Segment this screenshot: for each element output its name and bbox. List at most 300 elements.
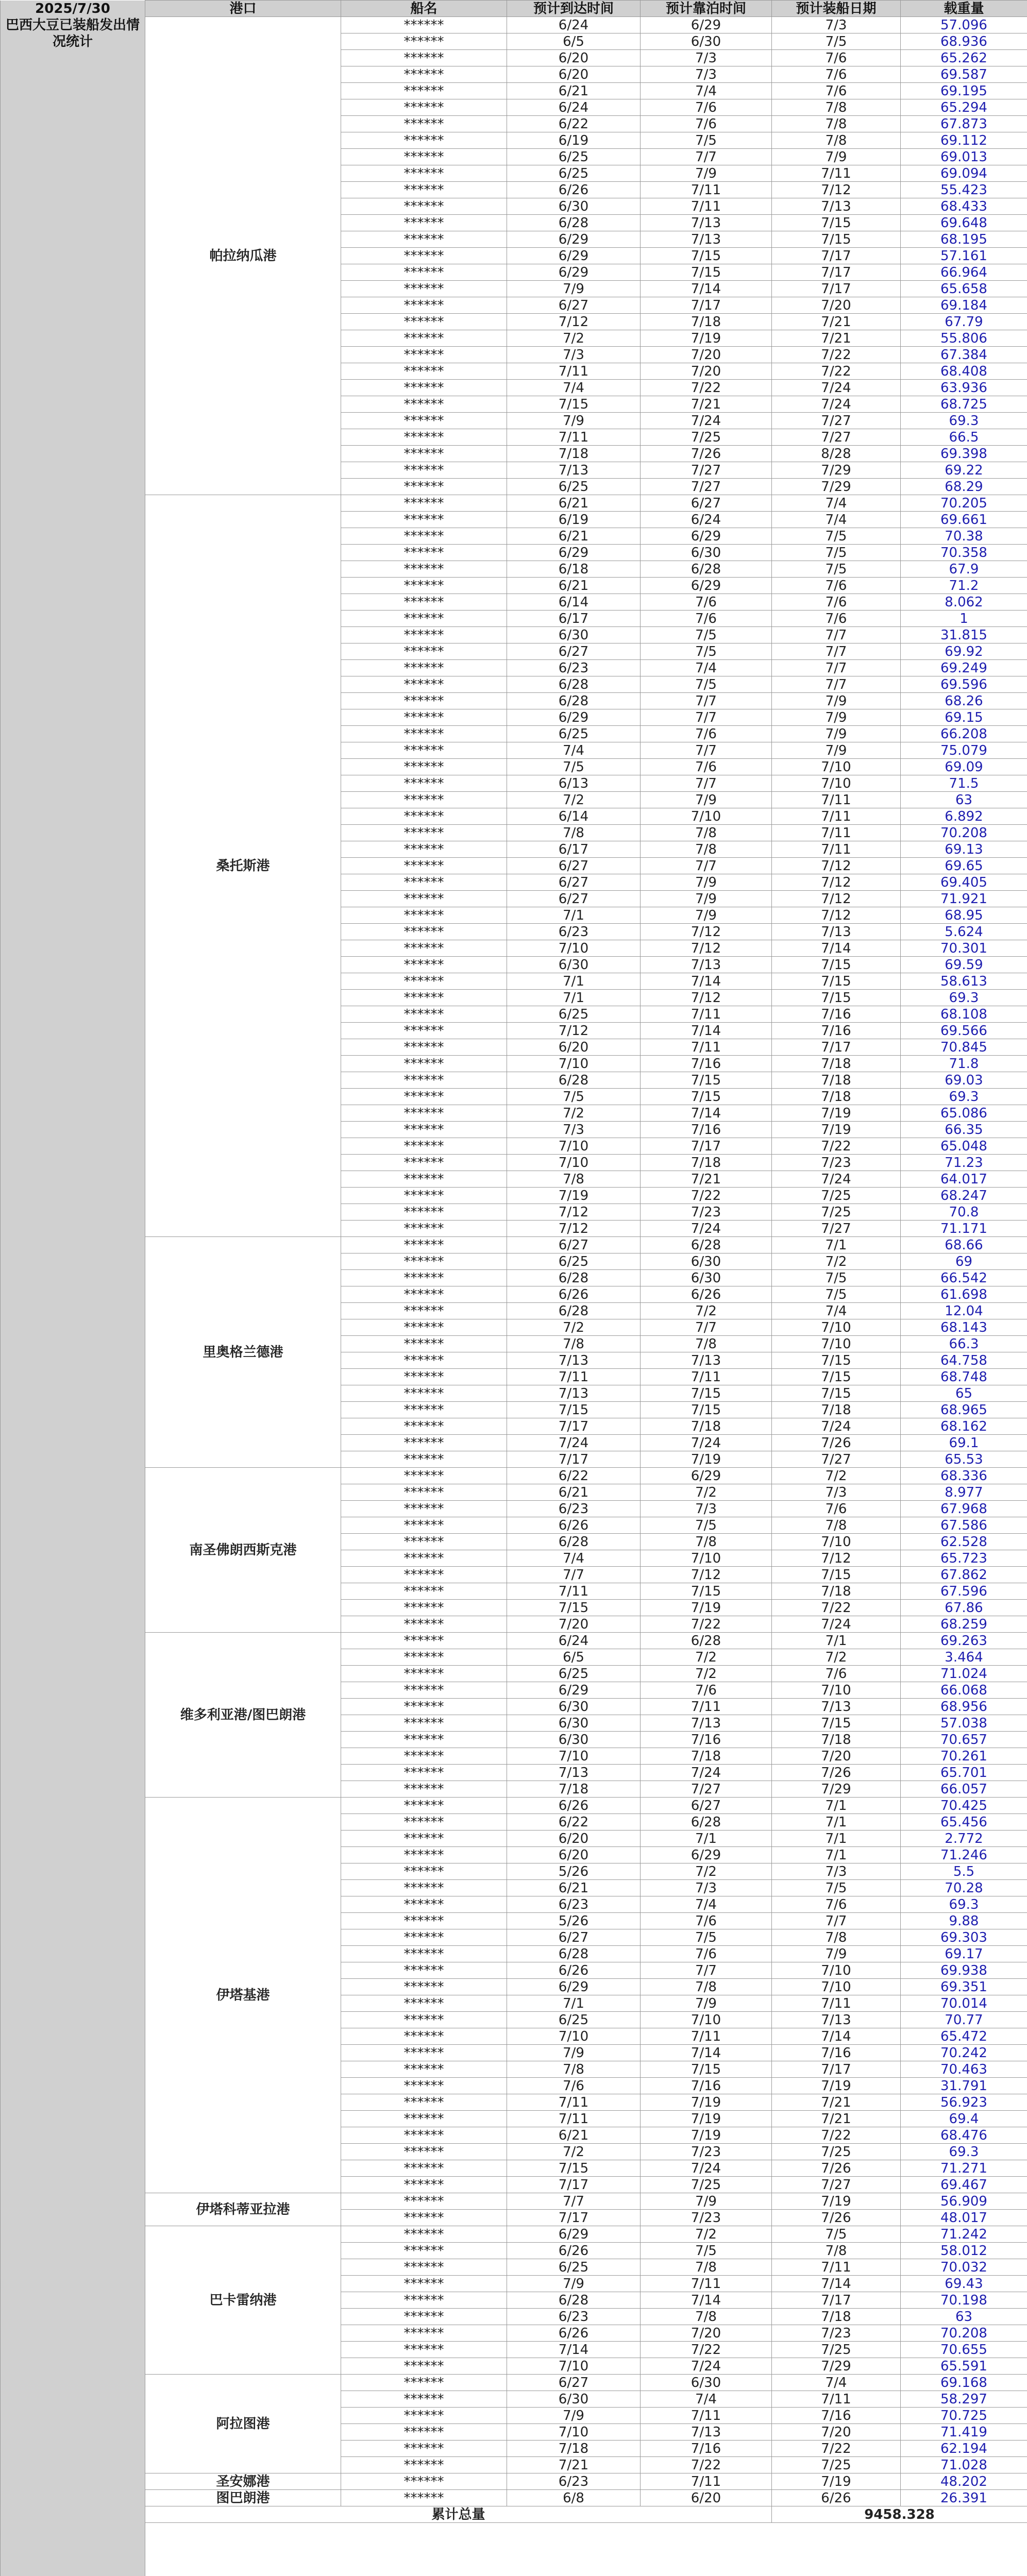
vessel-name: ****** [341,1534,507,1550]
tonnage: 69 [901,1253,1027,1270]
berth-date: 7/23 [641,2210,772,2226]
berth-date: 6/29 [641,1468,772,1484]
loading-date: 7/20 [772,2424,901,2441]
berth-date: 7/15 [641,264,772,281]
tonnage: 67.586 [901,1517,1027,1534]
eta: 6/24 [507,17,641,33]
berth-date: 7/22 [641,1616,772,1633]
berth-date: 7/14 [641,2292,772,2309]
tonnage: 67.862 [901,1567,1027,1583]
eta: 7/19 [507,1188,641,1204]
tonnage: 65.591 [901,2358,1027,2375]
tonnage: 8.062 [901,594,1027,611]
loading-date: 7/10 [772,1534,901,1550]
vessel-name: ****** [341,1171,507,1188]
berth-date: 7/4 [641,2391,772,2408]
port-name: 里奥格兰德港 [145,1237,341,1468]
berth-date: 7/25 [641,429,772,446]
loading-date: 7/18 [772,1072,901,1089]
vessel-name: ****** [341,182,507,198]
berth-date: 7/22 [641,2457,772,2473]
vessel-name: ****** [341,2276,507,2292]
loading-date: 7/9 [772,726,901,742]
tonnage: 69.3 [901,2144,1027,2160]
eta: 6/21 [507,83,641,99]
berth-date: 7/23 [641,2144,772,2160]
loading-date: 7/11 [772,808,901,825]
vessel-name: ****** [341,50,507,66]
table-row [1,1468,1027,1484]
vessel-name: ****** [341,1517,507,1534]
eta: 6/28 [507,676,641,693]
loading-date: 7/9 [772,693,901,709]
loading-date: 7/14 [772,2276,901,2292]
loading-date: 7/21 [772,2111,901,2127]
tonnage: 69.184 [901,297,1027,314]
loading-date: 7/15 [772,973,901,990]
berth-date: 7/8 [641,2259,772,2276]
berth-date: 7/12 [641,924,772,940]
loading-date: 7/4 [772,1303,901,1319]
port-name: 伊塔科蒂亚拉港 [145,2193,341,2226]
berth-date: 7/11 [641,1369,772,1385]
shipment-table-body [1,1,1027,2576]
eta: 6/28 [507,1072,641,1089]
eta: 6/20 [507,1039,641,1056]
tonnage: 66.3 [901,1336,1027,1352]
berth-date: 7/6 [641,759,772,775]
vessel-name: ****** [341,2342,507,2358]
eta: 7/2 [507,330,641,347]
eta: 6/27 [507,891,641,907]
footnote-row [1,2523,1027,2576]
vessel-name: ****** [341,940,507,957]
eta: 6/30 [507,957,641,973]
tonnage: 69.92 [901,643,1027,660]
vessel-name: ****** [341,1122,507,1138]
table-row [1,17,1027,33]
eta: 6/27 [507,874,641,891]
tonnage: 66.35 [901,1122,1027,1138]
vessel-name: ****** [341,1550,507,1567]
loading-date: 7/6 [772,83,901,99]
loading-date: 7/12 [772,858,901,874]
tonnage: 71.024 [901,1666,1027,1682]
tonnage: 68.408 [901,363,1027,380]
tonnage: 8.977 [901,1484,1027,1501]
vessel-name: ****** [341,1633,507,1649]
eta: 7/7 [507,1567,641,1583]
tonnage: 65.294 [901,99,1027,116]
eta: 6/29 [507,1979,641,1995]
loading-date: 7/7 [772,676,901,693]
tonnage: 68.965 [901,1402,1027,1418]
eta: 7/2 [507,792,641,808]
berth-date: 6/20 [641,2490,772,2506]
vessel-name: ****** [341,2061,507,2078]
tonnage: 70.242 [901,2045,1027,2061]
tonnage: 69.59 [901,957,1027,973]
vessel-name: ****** [341,363,507,380]
vessel-name: ****** [341,1798,507,1814]
vessel-name: ****** [341,2457,507,2473]
berth-date: 7/6 [641,1946,772,1962]
vessel-name: ****** [341,2045,507,2061]
tonnage: 68.195 [901,231,1027,248]
loading-date: 7/7 [772,1913,901,1929]
eta: 7/9 [507,2408,641,2424]
berth-date: 7/7 [641,858,772,874]
berth-date: 7/18 [641,1418,772,1435]
berth-date: 7/10 [641,2012,772,2028]
tonnage: 63 [901,792,1027,808]
eta: 6/26 [507,2325,641,2342]
tonnage: 69.09 [901,759,1027,775]
tonnage: 69.4 [901,2111,1027,2127]
vessel-name: ****** [341,429,507,446]
berth-date: 7/7 [641,149,772,165]
loading-date: 7/24 [772,380,901,396]
berth-date: 7/11 [641,2276,772,2292]
tonnage: 65.086 [901,1105,1027,1122]
tonnage: 58.012 [901,2243,1027,2259]
vessel-name: ****** [341,1221,507,1237]
tonnage: 70.358 [901,545,1027,561]
tonnage: 48.202 [901,2473,1027,2490]
vessel-name: ****** [341,2094,507,2111]
eta: 6/25 [507,726,641,742]
eta: 7/12 [507,1204,641,1221]
eta: 6/29 [507,248,641,264]
vessel-name: ****** [341,1880,507,1896]
berth-date: 7/27 [641,1781,772,1798]
vessel-name: ****** [341,1056,507,1072]
eta: 6/24 [507,1633,641,1649]
eta: 7/15 [507,396,641,413]
vessel-name: ****** [341,1913,507,1929]
eta: 6/19 [507,132,641,149]
vessel-name: ****** [341,1006,507,1023]
berth-date: 7/7 [641,1319,772,1336]
berth-date: 7/19 [641,330,772,347]
tonnage: 68.476 [901,2127,1027,2144]
tonnage: 67.596 [901,1583,1027,1600]
eta: 7/2 [507,1319,641,1336]
berth-date: 7/8 [641,2309,772,2325]
vessel-name: ****** [341,2408,507,2424]
berth-date: 7/10 [641,808,772,825]
loading-date: 7/13 [772,1699,901,1715]
table-row [1,1633,1027,1649]
tonnage: 67.384 [901,347,1027,363]
tonnage: 65.723 [901,1550,1027,1567]
loading-date: 7/18 [772,1583,901,1600]
berth-date: 7/11 [641,2028,772,2045]
tonnage: 69.661 [901,512,1027,528]
loading-date: 7/9 [772,709,901,726]
eta: 6/27 [507,643,641,660]
eta: 6/28 [507,1270,641,1286]
eta: 7/14 [507,2342,641,2358]
tonnage: 69.1 [901,1435,1027,1451]
loading-date: 7/10 [772,1979,901,1995]
tonnage: 9.88 [901,1913,1027,1929]
vessel-name: ****** [341,495,507,512]
vessel-name: ****** [341,1402,507,1418]
tonnage: 69.03 [901,1072,1027,1089]
eta: 7/17 [507,2177,641,2193]
loading-date: 7/15 [772,1715,901,1732]
loading-date: 7/17 [772,281,901,297]
loading-date: 7/5 [772,528,901,545]
vessel-name: ****** [341,1831,507,1847]
vessel-name: ****** [341,2210,507,2226]
eta: 7/1 [507,990,641,1006]
eta: 6/20 [507,1831,641,1847]
tonnage: 1 [901,611,1027,627]
eta: 6/23 [507,660,641,676]
vessel-name: ****** [341,1204,507,1221]
loading-date: 7/29 [772,1781,901,1798]
loading-date: 7/19 [772,1105,901,1122]
eta: 7/8 [507,1336,641,1352]
eta: 6/27 [507,2375,641,2391]
vessel-name: ****** [341,66,507,83]
eta: 7/4 [507,380,641,396]
eta: 7/11 [507,1369,641,1385]
vessel-name: ****** [341,1962,507,1979]
loading-date: 7/15 [772,1567,901,1583]
eta: 6/20 [507,50,641,66]
loading-date: 7/25 [772,2144,901,2160]
eta: 7/11 [507,429,641,446]
loading-date: 7/11 [772,792,901,808]
loading-date: 7/5 [772,561,901,578]
loading-date: 7/16 [772,1023,901,1039]
loading-date: 7/11 [772,841,901,858]
berth-date: 7/4 [641,83,772,99]
berth-date: 7/7 [641,693,772,709]
tonnage: 68.66 [901,1237,1027,1253]
loading-date: 7/22 [772,2127,901,2144]
vessel-name: ****** [341,1039,507,1056]
eta: 6/25 [507,2012,641,2028]
tonnage: 69.3 [901,990,1027,1006]
vessel-name: ****** [341,1468,507,1484]
vessel-name: ****** [341,1979,507,1995]
tonnage: 70.655 [901,2342,1027,2358]
loading-date: 7/13 [772,2012,901,2028]
eta: 7/11 [507,1583,641,1600]
loading-date: 7/8 [772,99,901,116]
vessel-name: ****** [341,1616,507,1633]
vessel-name: ****** [341,709,507,726]
berth-date: 7/27 [641,479,772,495]
eta: 6/18 [507,561,641,578]
vessel-name: ****** [341,957,507,973]
loading-date: 7/21 [772,2094,901,2111]
vessel-name: ****** [341,1715,507,1732]
tonnage: 66.964 [901,264,1027,281]
eta: 7/4 [507,1550,641,1567]
vessel-name: ****** [341,1385,507,1402]
vessel-name: ****** [341,2243,507,2259]
vessel-name: ****** [341,973,507,990]
loading-date: 7/25 [772,2457,901,2473]
vessel-name: ****** [341,413,507,429]
vessel-name: ****** [341,1138,507,1155]
berth-date: 7/21 [641,396,772,413]
tonnage: 71.5 [901,775,1027,792]
tonnage: 68.336 [901,1468,1027,1484]
tonnage: 68.748 [901,1369,1027,1385]
eta: 6/29 [507,709,641,726]
eta: 6/30 [507,1699,641,1715]
tonnage: 65.456 [901,1814,1027,1831]
loading-date: 7/24 [772,1171,901,1188]
eta: 7/18 [507,2441,641,2457]
tonnage: 63.936 [901,380,1027,396]
berth-date: 7/9 [641,874,772,891]
loading-date: 7/7 [772,643,901,660]
berth-date: 7/18 [641,1748,772,1765]
berth-date: 7/13 [641,1715,772,1732]
eta: 7/10 [507,1748,641,1765]
vessel-name: ****** [341,643,507,660]
eta: 6/28 [507,1946,641,1962]
loading-date: 7/1 [772,1814,901,1831]
vessel-name: ****** [341,2490,507,2506]
eta: 6/28 [507,693,641,709]
eta: 6/30 [507,198,641,215]
loading-date: 7/11 [772,825,901,841]
berth-date: 7/6 [641,594,772,611]
port-name: 阿拉图港 [145,2375,341,2473]
vessel-name: ****** [341,792,507,808]
tonnage: 71.419 [901,2424,1027,2441]
berth-date: 6/30 [641,1270,772,1286]
loading-date: 7/15 [772,231,901,248]
loading-date: 7/9 [772,149,901,165]
loading-date: 7/6 [772,66,901,83]
loading-date: 8/28 [772,446,901,462]
loading-date: 7/5 [772,1286,901,1303]
loading-date: 7/12 [772,907,901,924]
berth-date: 7/15 [641,1072,772,1089]
eta: 6/30 [507,2391,641,2408]
tonnage: 66.208 [901,726,1027,742]
column-header: 预计到达时间 [507,1,641,17]
vessel-name: ****** [341,1023,507,1039]
tonnage: 69.263 [901,1633,1027,1649]
eta: 7/11 [507,363,641,380]
tonnage: 31.815 [901,627,1027,643]
berth-date: 7/10 [641,1550,772,1567]
column-header: 载重量 [901,1,1027,17]
eta: 6/30 [507,627,641,643]
eta: 6/25 [507,1006,641,1023]
tonnage: 69.351 [901,1979,1027,1995]
eta: 7/15 [507,1600,641,1616]
berth-date: 7/24 [641,1221,772,1237]
berth-date: 7/19 [641,2127,772,2144]
vessel-name: ****** [341,594,507,611]
tonnage: 64.758 [901,1352,1027,1369]
berth-date: 7/5 [641,1517,772,1534]
berth-date: 7/17 [641,1138,772,1155]
eta: 6/26 [507,1286,641,1303]
tonnage: 69.43 [901,2276,1027,2292]
vessel-name: ****** [341,2259,507,2276]
vessel-name: ****** [341,891,507,907]
vessel-name: ****** [341,1451,507,1468]
berth-date: 7/9 [641,891,772,907]
eta: 7/5 [507,1089,641,1105]
tonnage: 61.698 [901,1286,1027,1303]
eta: 6/28 [507,1303,641,1319]
total-value: 9458.328 [772,2506,1027,2523]
vessel-name: ****** [341,215,507,231]
berth-date: 7/24 [641,1435,772,1451]
tonnage: 71.8 [901,1056,1027,1072]
tonnage: 62.528 [901,1534,1027,1550]
vessel-name: ****** [341,578,507,594]
loading-date: 7/25 [772,1204,901,1221]
berth-date: 7/20 [641,363,772,380]
eta: 7/10 [507,1056,641,1072]
eta: 6/20 [507,66,641,83]
vessel-name: ****** [341,396,507,413]
loading-date: 7/19 [772,2193,901,2210]
eta: 7/10 [507,2028,641,2045]
tonnage: 69.13 [901,841,1027,858]
vessel-name: ****** [341,726,507,742]
port-name: 维多利亚港/图巴朗港 [145,1633,341,1798]
tonnage: 68.433 [901,198,1027,215]
eta: 7/13 [507,462,641,479]
tonnage: 69.596 [901,676,1027,693]
berth-date: 7/19 [641,2094,772,2111]
eta: 6/22 [507,1814,641,1831]
eta: 5/26 [507,1863,641,1880]
loading-date: 7/22 [772,1138,901,1155]
port-name: 图巴朗港 [145,2490,341,2506]
loading-date: 7/11 [772,2259,901,2276]
loading-date: 7/22 [772,363,901,380]
table-row [1,1237,1027,1253]
eta: 6/25 [507,479,641,495]
eta: 6/29 [507,264,641,281]
loading-date: 7/23 [772,2325,901,2342]
loading-date: 7/6 [772,1501,901,1517]
berth-date: 7/14 [641,2045,772,2061]
column-header: 预计靠泊时间 [641,1,772,17]
vessel-name: ****** [341,1188,507,1204]
eta: 7/21 [507,2457,641,2473]
berth-date: 7/24 [641,2358,772,2375]
loading-date: 7/17 [772,2061,901,2078]
vessel-name: ****** [341,2325,507,2342]
berth-date: 7/15 [641,1089,772,1105]
vessel-name: ****** [341,83,507,99]
loading-date: 7/12 [772,1550,901,1567]
eta: 6/26 [507,1798,641,1814]
vessel-name: ****** [341,264,507,281]
berth-date: 7/5 [641,132,772,149]
tonnage: 58.613 [901,973,1027,990]
loading-date: 7/3 [772,1484,901,1501]
berth-date: 7/16 [641,1732,772,1748]
